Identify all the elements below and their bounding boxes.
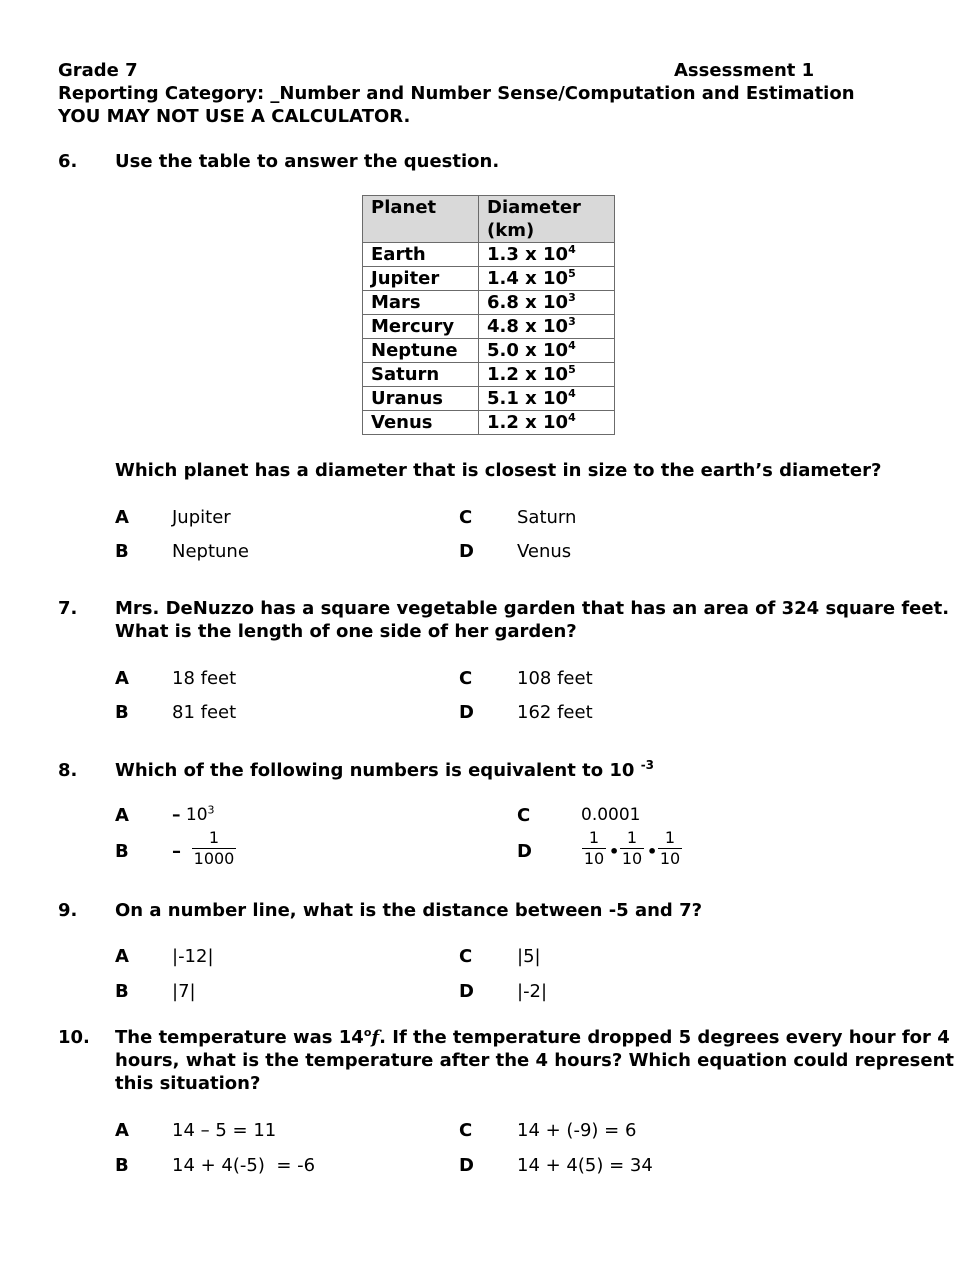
table-row	[363, 315, 615, 339]
table-row	[363, 363, 615, 387]
diameter-exponent: 5	[568, 363, 576, 376]
assessment-label: Assessment 1	[674, 60, 815, 81]
diameter-mantissa: 6.8 x 10	[487, 292, 569, 313]
calculator-note: YOU MAY NOT USE A CALCULATOR.	[58, 106, 411, 127]
planet-cell: Saturn	[363, 363, 479, 387]
option-b[interactable]: 14 + 4(-5) = -6	[172, 1155, 316, 1176]
diameter-cell	[479, 315, 615, 339]
question-text-line3: this situation?	[115, 1073, 261, 1094]
diameter-mantissa: 1.2 x 10	[487, 364, 569, 385]
question-text-line2: hours, what is the temperature after the 4 hours? Which equation could represent	[115, 1050, 954, 1071]
option-d[interactable]: Venus	[517, 541, 572, 562]
option-letter-b: B	[115, 702, 129, 723]
option-letter-c: C	[517, 805, 531, 826]
option-letter-a: A	[115, 805, 129, 826]
diameter-cell	[479, 339, 615, 363]
planet-cell: Uranus	[363, 387, 479, 411]
option-letter-c: C	[459, 668, 473, 689]
planet-cell: Neptune	[363, 339, 479, 363]
diameter-cell	[479, 387, 615, 411]
fraction-numerator: 1	[626, 828, 638, 847]
diameter-exponent: 4	[568, 387, 576, 400]
exponent: 3	[207, 803, 215, 817]
diameter-mantissa: 1.3 x 10	[487, 244, 569, 265]
grade-label: Grade 7	[58, 60, 138, 81]
option-c[interactable]: Saturn	[517, 507, 577, 528]
fraction-numerator: 1	[664, 828, 676, 847]
option-letter-d: D	[459, 541, 474, 562]
option-a[interactable]: 14 – 5 = 11	[172, 1120, 277, 1141]
planet-cell: Earth	[363, 243, 479, 267]
diameter-cell	[479, 243, 615, 267]
table-row	[363, 291, 615, 315]
option-b[interactable]: Neptune	[172, 541, 249, 562]
option-letter-a: A	[115, 507, 129, 528]
table-header-row	[363, 196, 615, 243]
question-text-line1: Mrs. DeNuzzo has a square vegetable garden that has an area of 324 square feet.	[115, 598, 950, 619]
option-c[interactable]: 0.0001	[581, 805, 641, 825]
diameter-cell	[479, 291, 615, 315]
fraction	[620, 828, 644, 869]
table-row	[363, 267, 615, 291]
planet-cell: Mercury	[363, 315, 479, 339]
base: 10	[185, 805, 208, 825]
table-row	[363, 387, 615, 411]
fraction-numerator: 1	[208, 828, 220, 847]
fraction-denominator: 10	[621, 849, 643, 868]
option-b[interactable]: |7|	[172, 981, 196, 1002]
option-letter-b: B	[115, 1155, 129, 1176]
option-letter-d: D	[459, 1155, 474, 1176]
reporting-category: Reporting Category: _Number and Number Sense/Computation and Estimation	[58, 83, 855, 104]
planet-cell: Mars	[363, 291, 479, 315]
option-c[interactable]: 108 feet	[517, 668, 593, 689]
option-letter-b: B	[115, 541, 129, 562]
question-number: 7.	[58, 598, 78, 619]
diameter-cell	[479, 411, 615, 435]
multiply-dot: •	[647, 842, 658, 861]
diameter-cell	[479, 267, 615, 291]
table-row	[363, 411, 615, 435]
question-prompt: Which of the following numbers is equivalent to 10	[115, 760, 635, 781]
option-letter-c: C	[459, 507, 473, 528]
diameter-mantissa: 1.4 x 10	[487, 268, 569, 289]
question-number: 10.	[58, 1027, 90, 1048]
option-b[interactable]	[192, 828, 236, 869]
option-c[interactable]: 14 + (-9) = 6	[517, 1120, 637, 1141]
option-d[interactable]: 162 feet	[517, 702, 593, 723]
option-letter-b: B	[115, 981, 129, 1002]
text-part: . If the temperature dropped 5 degrees every hour for 4	[379, 1027, 950, 1048]
fraction	[658, 828, 682, 869]
option-letter-d: D	[517, 841, 532, 862]
option-letter-a: A	[115, 946, 129, 967]
planet-diameter-table	[362, 195, 615, 435]
option-a[interactable]: |-12|	[172, 946, 214, 967]
column-header-planet: Planet	[363, 196, 479, 243]
planet-cell: Jupiter	[363, 267, 479, 291]
degree-mark: o	[363, 1026, 372, 1039]
diameter-mantissa: 4.8 x 10	[487, 316, 569, 337]
diameter-mantissa: 5.0 x 10	[487, 340, 569, 361]
column-header-diameter	[479, 196, 615, 243]
option-letter-c: C	[459, 1120, 473, 1141]
fraction-denominator: 1000	[193, 849, 235, 868]
minus-sign: –	[172, 841, 181, 862]
question-exponent: -3	[640, 758, 655, 772]
option-letter-c: C	[459, 946, 473, 967]
question-text-line1	[115, 1027, 950, 1048]
diameter-cell	[479, 363, 615, 387]
diameter-exponent: 3	[568, 315, 576, 328]
table-row	[363, 243, 615, 267]
question-number: 6.	[58, 151, 78, 172]
question-prompt: Use the table to answer the question.	[115, 151, 500, 172]
fraction-denominator: 10	[583, 849, 605, 868]
diameter-exponent: 3	[568, 291, 576, 304]
option-c[interactable]: |5|	[517, 946, 541, 967]
option-a[interactable]	[172, 805, 215, 825]
option-letter-a: A	[115, 1120, 129, 1141]
diameter-mantissa: 5.1 x 10	[487, 388, 569, 409]
question-text: Which planet has a diameter that is closest in size to the earth’s diameter?	[115, 460, 882, 481]
diameter-exponent: 4	[568, 339, 576, 352]
diameter-header-line1: Diameter	[487, 197, 581, 218]
fraction	[582, 828, 606, 869]
option-d[interactable]: 14 + 4(5) = 34	[517, 1155, 653, 1176]
option-letter-d: D	[459, 981, 474, 1002]
question-number: 8.	[58, 760, 78, 781]
diameter-exponent: 4	[568, 243, 576, 256]
question-text-line2: What is the length of one side of her garden?	[115, 621, 577, 642]
table-row	[363, 339, 615, 363]
question-text	[115, 760, 654, 781]
option-b[interactable]: 81 feet	[172, 702, 237, 723]
multiply-dot: •	[609, 842, 620, 861]
fahrenheit-unit: f	[371, 1027, 380, 1048]
option-a[interactable]: Jupiter	[172, 507, 231, 528]
question-number: 9.	[58, 900, 78, 921]
fraction-numerator: 1	[588, 828, 600, 847]
text-part: The temperature was 14	[115, 1027, 364, 1048]
question-text: On a number line, what is the distance between -5 and 7?	[115, 900, 703, 921]
fraction-denominator: 10	[659, 849, 681, 868]
option-d[interactable]: |-2|	[517, 981, 548, 1002]
diameter-exponent: 5	[568, 267, 576, 280]
option-letter-a: A	[115, 668, 129, 689]
diameter-mantissa: 1.2 x 10	[487, 412, 569, 433]
planet-cell: Venus	[363, 411, 479, 435]
minus-sign: –	[172, 805, 181, 825]
diameter-exponent: 4	[568, 411, 576, 424]
diameter-header-line2: (km)	[487, 220, 535, 241]
option-a[interactable]: 18 feet	[172, 668, 237, 689]
option-letter-d: D	[459, 702, 474, 723]
option-letter-b: B	[115, 841, 129, 862]
